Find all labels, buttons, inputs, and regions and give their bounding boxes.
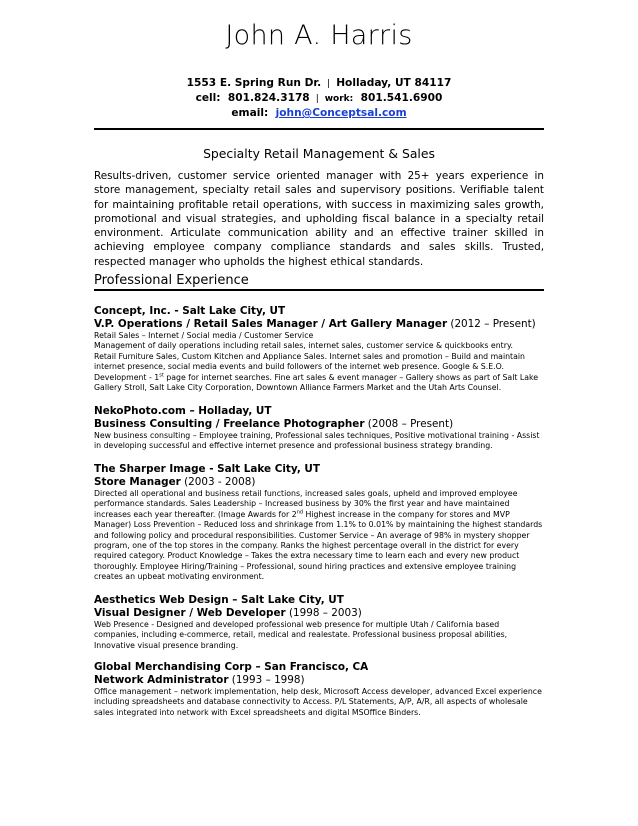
job-dates: (1998 – 2003): [288, 607, 362, 619]
email-line: [0, 106, 638, 120]
job-description: [94, 331, 546, 393]
contact-block: [0, 76, 638, 120]
job-title: Store Manager: [94, 476, 181, 488]
job-entry: [94, 463, 546, 583]
separator: |: [315, 94, 319, 104]
job-company: Concept, Inc. - Salt Lake City, UT: [94, 305, 286, 317]
section-title: Professional Experience: [94, 273, 249, 288]
job-company: Aesthetics Web Design – Salt Lake City, UT: [94, 594, 344, 606]
headline: Specialty Retail Management & Sales: [203, 146, 435, 161]
email-label: email:: [231, 107, 269, 119]
job-title: V.P. Operations / Retail Sales Manager / Art Gallery Manager: [94, 318, 448, 330]
job-description: [94, 431, 546, 452]
phone-line: [0, 91, 638, 106]
separator: |: [327, 79, 331, 89]
job-entry: [94, 405, 546, 452]
section-divider: [94, 289, 544, 291]
job-description-line: Directed all operational and business retail functions, increased sales goals, upheld and improved employee performance standards. Sales Leadership – Increased business by 30% the first year and have maintained increases each year thereafter. (Image Awards for 2nd Highest increase in the company for stores and MVP Manager) Loss Prevention – Reduced loss and shrinkage from 1.1% to 0.01% by maintaining the highest standards and following policy and procedural responsibilities. Customer Service – An average of 98% in mystery shopper program, one of the top stores in the company. Ranks the highest percentage overall in the district for every required category. Product Knowledge – Takes the extra necessary time to learn each and every new product thoroughly. Employee Hiring/Training – Professional, sound hiring practices and extensive employee training creates an upbeat motivating environment.: [94, 489, 543, 582]
job-dates: (2003 - 2008): [184, 476, 256, 488]
job-description-line: New business consulting – Employee training, Professional sales techniques, Positive motivational training - Assist in developing successful and effective internet presence and professional business strategy branding.: [94, 431, 540, 451]
cell-label: cell:: [195, 92, 221, 104]
job-dates: (2012 – Present): [450, 318, 536, 330]
address-line: [0, 76, 638, 91]
job-description: [94, 489, 546, 583]
job-description-line: Development - 1st page for internet searches. Fine art sales & event manager – Gallery shows as part of Salt Lake Gallery Stroll, Salt Lake City Corporation, Downtown Alliance Farmers Market and the Utah Arts Counsel.: [94, 372, 539, 393]
job-description-line: Retail Furniture Sales, Custom Kitchen and Appliance Sales. Internet sales and promotion – Build and maintain internet presence, social media events and build followers of the internet web presence. Google & S.E.O.: [94, 351, 525, 372]
job-company: The Sharper Image - Salt Lake City, UT: [94, 463, 320, 475]
job-title: Visual Designer / Web Developer: [94, 607, 286, 619]
job-description-line: Management of daily operations including retail sales, internet sales, customer service & quickbooks entry.: [94, 341, 513, 351]
job-title-line: [94, 418, 546, 431]
job-title: Network Administrator: [94, 674, 229, 686]
job-title-line: [94, 476, 546, 489]
job-description-line: Retail Sales – Internet / Social media / Customer Service: [94, 331, 314, 340]
header-divider: [94, 128, 544, 130]
job-entry: [94, 594, 546, 651]
city-state: Holladay, UT 84117: [336, 77, 452, 89]
work-label: work:: [324, 94, 354, 104]
job-description: [94, 687, 546, 718]
job-entry: [94, 661, 546, 718]
email-link[interactable]: john@Conceptsal.com: [275, 107, 407, 119]
street-address: 1553 E. Spring Run Dr.: [186, 77, 322, 89]
job-entry: [94, 305, 546, 393]
job-dates: (2008 – Present): [367, 418, 454, 430]
job-description-line: Web Presence - Designed and developed professional web presence for multiple Utah / California based companies, including e-commerce, retail, medical and realestate. Professional business proposal abilities, Innovative visual presence branding.: [94, 620, 508, 650]
job-title-line: [94, 674, 546, 687]
job-company: Global Merchandising Corp – San Francisco, CA: [94, 661, 369, 673]
job-title: Business Consulting / Freelance Photographer: [94, 418, 365, 430]
work-phone: 801.541.6900: [360, 92, 443, 104]
job-description-line: Office management – network implementation, help desk, Microsoft Access developer, advanced Excel experience including spreadsheets and database connectivity to Access. P/L Statements, A/P, A/R, all aspects of wholesale sales integrated into network with Excel spreadsheets and digital MSOffice Binders.: [94, 687, 542, 717]
job-title-line: [94, 318, 546, 331]
job-dates: (1993 – 1998): [231, 674, 305, 686]
job-title-line: [94, 607, 546, 620]
job-description: [94, 620, 546, 651]
job-company: NekoPhoto.com – Holladay, UT: [94, 405, 272, 417]
cell-phone: 801.824.3178: [227, 92, 310, 104]
summary-paragraph: Results-driven, customer service oriented manager with 25+ years experience in store management, specialty retail sales and supervisory positions. Verifiable talent for maintaining profitable retail operations, with success in maximizing sales growth, promotional and visual strategies, and upholding fiscal balance in a specialty retail environment. Articulate communication ability and an effective trainer skilled in achieving employee company compliance standards and sales skills. Trusted, respected manager who upholds the highest ethical standards.: [94, 170, 544, 268]
applicant-name: John A. Harris: [225, 20, 413, 51]
